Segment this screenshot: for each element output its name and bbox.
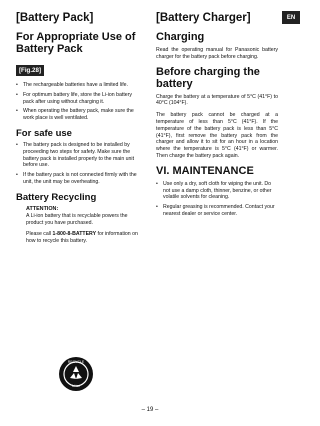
recycling-phone-number: 1-800-8-BATTERY xyxy=(52,231,97,238)
list-item: • If the battery pack is not connected firmly with the unit, the unit may be overheating. xyxy=(16,172,138,186)
battery-pack-title: [Battery Pack] xyxy=(16,12,94,24)
left-column xyxy=(16,12,138,250)
attention-label: ATTENTION: xyxy=(26,205,59,212)
language-tab: EN xyxy=(282,11,300,24)
safe-use-list xyxy=(16,142,138,186)
svg-text:RECYCLE: RECYCLE xyxy=(67,360,85,364)
recycling-call-suffix: for information on how to recycle this battery. xyxy=(26,231,138,245)
safe-use-title: For safe use xyxy=(16,127,72,139)
svg-text:Li-ion: Li-ion xyxy=(72,384,80,388)
charging-text: Read the operating manual for Panasonic battery charger for the battery pack before charging. xyxy=(156,47,278,60)
maintenance-list xyxy=(156,181,278,218)
list-item: • When operating the battery pack, make sure the work place is well ventilated. xyxy=(16,108,138,122)
figure-tag: [Fig.28] xyxy=(16,65,44,76)
list-item: • Use only a dry, soft cloth for wiping the unit. Do not use a damp cloth, thinner, benzine, or other volatile solvents for cleaning. xyxy=(156,181,278,201)
recycling-call-prefix: Please call xyxy=(26,231,52,238)
battery-charger-title: [Battery Charger] xyxy=(156,12,251,24)
recycling-call-text xyxy=(26,231,138,245)
appropriate-use-heading: For Appropriate Use of Battery Pack xyxy=(16,31,136,55)
right-column xyxy=(156,12,278,221)
list-item: • Regular greasing is recommended. Contact your nearest dealer or service center. xyxy=(156,204,278,218)
appropriate-use-list xyxy=(16,82,138,122)
battery-recycling-title: Battery Recycling xyxy=(16,191,97,203)
charging-title: Charging xyxy=(156,31,205,43)
maintenance-title: VI. MAINTENANCE xyxy=(156,164,254,177)
recycle-logo-icon xyxy=(58,356,94,392)
recycle-logo xyxy=(58,356,94,392)
attention-text: A Li-ion battery that is recyclable powers the product you have purchased. xyxy=(26,212,128,226)
page-number: – 19 – xyxy=(141,407,159,413)
list-item: • The battery pack is designed to be installed by proceeding two steps for safety. Make sure the battery pack is installed properly to the main unit before use. xyxy=(16,142,138,169)
before-charging-p2: The battery pack cannot be charged at a temperature of less than 5°C (41°F). If the temperature of the battery pack is less than 5°C (41°F), first remove the battery pack from the charger and allow it to sit for an hour in a location where the temperature is 5°C (41°F) or warmer. Then charge the battery pack again. xyxy=(156,112,278,159)
list-item: • The rechargeable batteries have a limited life. xyxy=(16,82,138,89)
before-charging-p1: Charge the battery at a temperature of 5°C (41°F) to 40°C (104°F). xyxy=(156,93,278,107)
list-item: • For optimum battery life, store the Li-ion battery pack after using without charging it. xyxy=(16,92,138,106)
before-charging-title: Before charging the battery xyxy=(156,65,260,90)
